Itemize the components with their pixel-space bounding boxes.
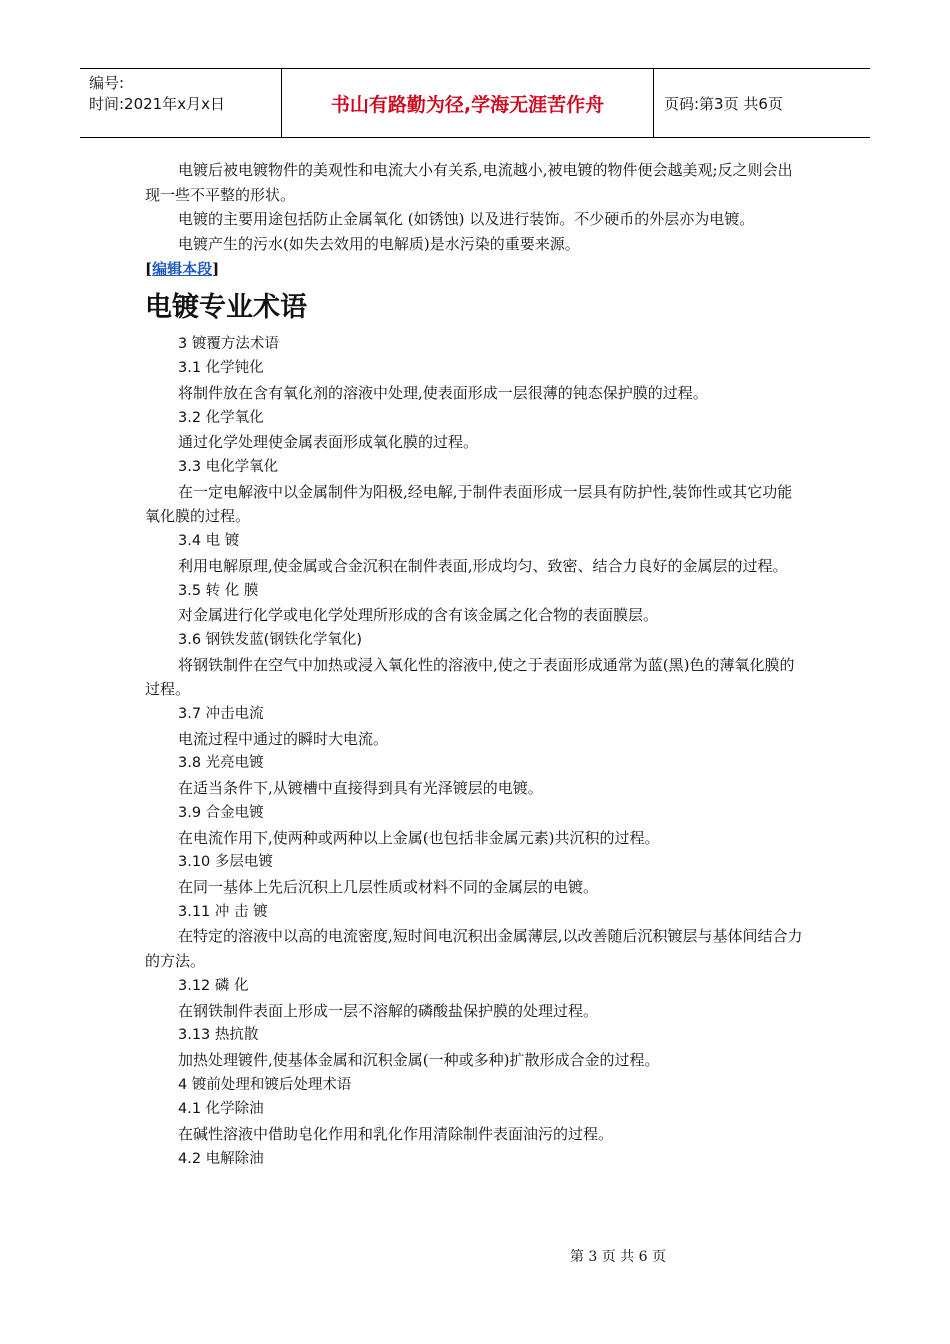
terms-list (145, 332, 807, 1172)
document-body (145, 158, 807, 1171)
footer-page-number: 第 3 页 共 6 页 (569, 1249, 667, 1265)
term-heading: 3.5 转 化 膜 (178, 582, 259, 599)
term-heading: 3.10 多层电镀 (178, 854, 273, 871)
header-meta (80, 69, 282, 137)
term-definition: 在碱性溶液中借助皂化作用和乳化作用清除制件表面油污的过程。 (178, 1125, 614, 1144)
intro-paragraph: 电镀的主要用途包括防止金属氧化 (如锈蚀) 以及进行装饰。不少硬币的外层亦为电镀。 (178, 210, 755, 229)
term-heading: 3.6 钢铁发蓝(钢铁化学氧化) (178, 631, 362, 648)
term-heading: 3.9 合金电镀 (178, 804, 264, 821)
edit-section-link-wrapper (145, 257, 807, 282)
document-date: 时间:2021年x月x日 (89, 95, 225, 113)
term-heading: 4.2 电解除油 (178, 1150, 264, 1167)
term-heading: 3 镀覆方法术语 (178, 335, 279, 352)
term-heading: 3.8 光亮电镀 (178, 755, 264, 772)
term-heading: 3.2 化学氧化 (178, 409, 264, 426)
edit-section-link[interactable]: 编辑本段 (152, 259, 213, 278)
term-heading: 4.1 化学除油 (178, 1101, 264, 1118)
intro-section (145, 158, 807, 257)
term-heading: 3.3 电化学氧化 (178, 459, 279, 476)
page-footer (0, 1246, 950, 1266)
term-heading: 3.7 冲击电流 (178, 706, 264, 723)
bracket-close: ] (212, 259, 220, 278)
page-header (80, 68, 870, 138)
term-definition: 在电流作用下,使两种或两种以上金属(也包括非金属元素)共沉积的过程。 (178, 828, 660, 847)
term-heading: 3.12 磷 化 (178, 977, 249, 994)
term-definition: 将钢铁制件在空气中加热或浸入氧化性的溶液中,使之于表面形成通常为蓝(黑)色的薄氧化膜的过程。 (145, 655, 795, 699)
document-number-label: 编号: (89, 74, 125, 92)
term-definition: 在同一基体上先后沉积上几层性质或材料不同的金属层的电镀。 (178, 877, 599, 896)
term-definition: 通过化学处理使金属表面形成氧化膜的过程。 (178, 433, 479, 452)
term-heading: 3.11 冲 击 镀 (178, 903, 268, 920)
header-motto: 书山有路勤为径,学海无涯苦作舟 (282, 69, 654, 137)
term-heading: 4 镀前处理和镀后处理术语 (178, 1076, 352, 1093)
term-definition: 在一定电解液中以金属制件为阳极,经电解,于制件表面形成一层具有防护性,装饰性或其它功能氧化膜的过程。 (145, 482, 793, 526)
term-definition: 在适当条件下,从镀槽中直接得到具有光泽镀层的电镀。 (178, 779, 543, 798)
term-heading: 3.13 热抗散 (178, 1027, 259, 1044)
section-title: 电镀专业术语 (145, 291, 307, 323)
term-definition: 在钢铁制件表面上形成一层不溶解的磷酸盐保护膜的处理过程。 (178, 1001, 599, 1020)
term-heading: 3.4 电 镀 (178, 533, 240, 550)
bracket-open: [ (145, 259, 153, 278)
header-page-info: 页码:第3页 共6页 (664, 94, 783, 113)
term-heading: 3.1 化学钝化 (178, 360, 264, 377)
term-definition: 利用电解原理,使金属或合金沉积在制件表面,形成均匀、致密、结合力良好的金属层的过程。 (178, 556, 788, 575)
term-definition: 在特定的溶液中以高的电流密度,短时间电沉积出金属薄层,以改善随后沉积镀层与基体间结合力的方法。 (145, 927, 803, 971)
term-definition: 将制件放在含有氧化剂的溶液中处理,使表面形成一层很薄的钝态保护膜的过程。 (178, 383, 708, 402)
intro-paragraph: 电镀后被电镀物件的美观性和电流大小有关系,电流越小,被电镀的物件便会越美观;反之则会出现一些不平整的形状。 (145, 161, 793, 204)
intro-paragraph: 电镀产生的污水(如失去效用的电解质)是水污染的重要来源。 (178, 235, 580, 254)
term-definition: 电流过程中通过的瞬时大电流。 (178, 729, 389, 748)
term-definition: 加热处理镀件,使基体金属和沉积金属(一种或多种)扩散形成合金的过程。 (178, 1050, 660, 1069)
term-definition: 对金属进行化学或电化学处理所形成的含有该金属之化合物的表面膜层。 (178, 606, 659, 625)
